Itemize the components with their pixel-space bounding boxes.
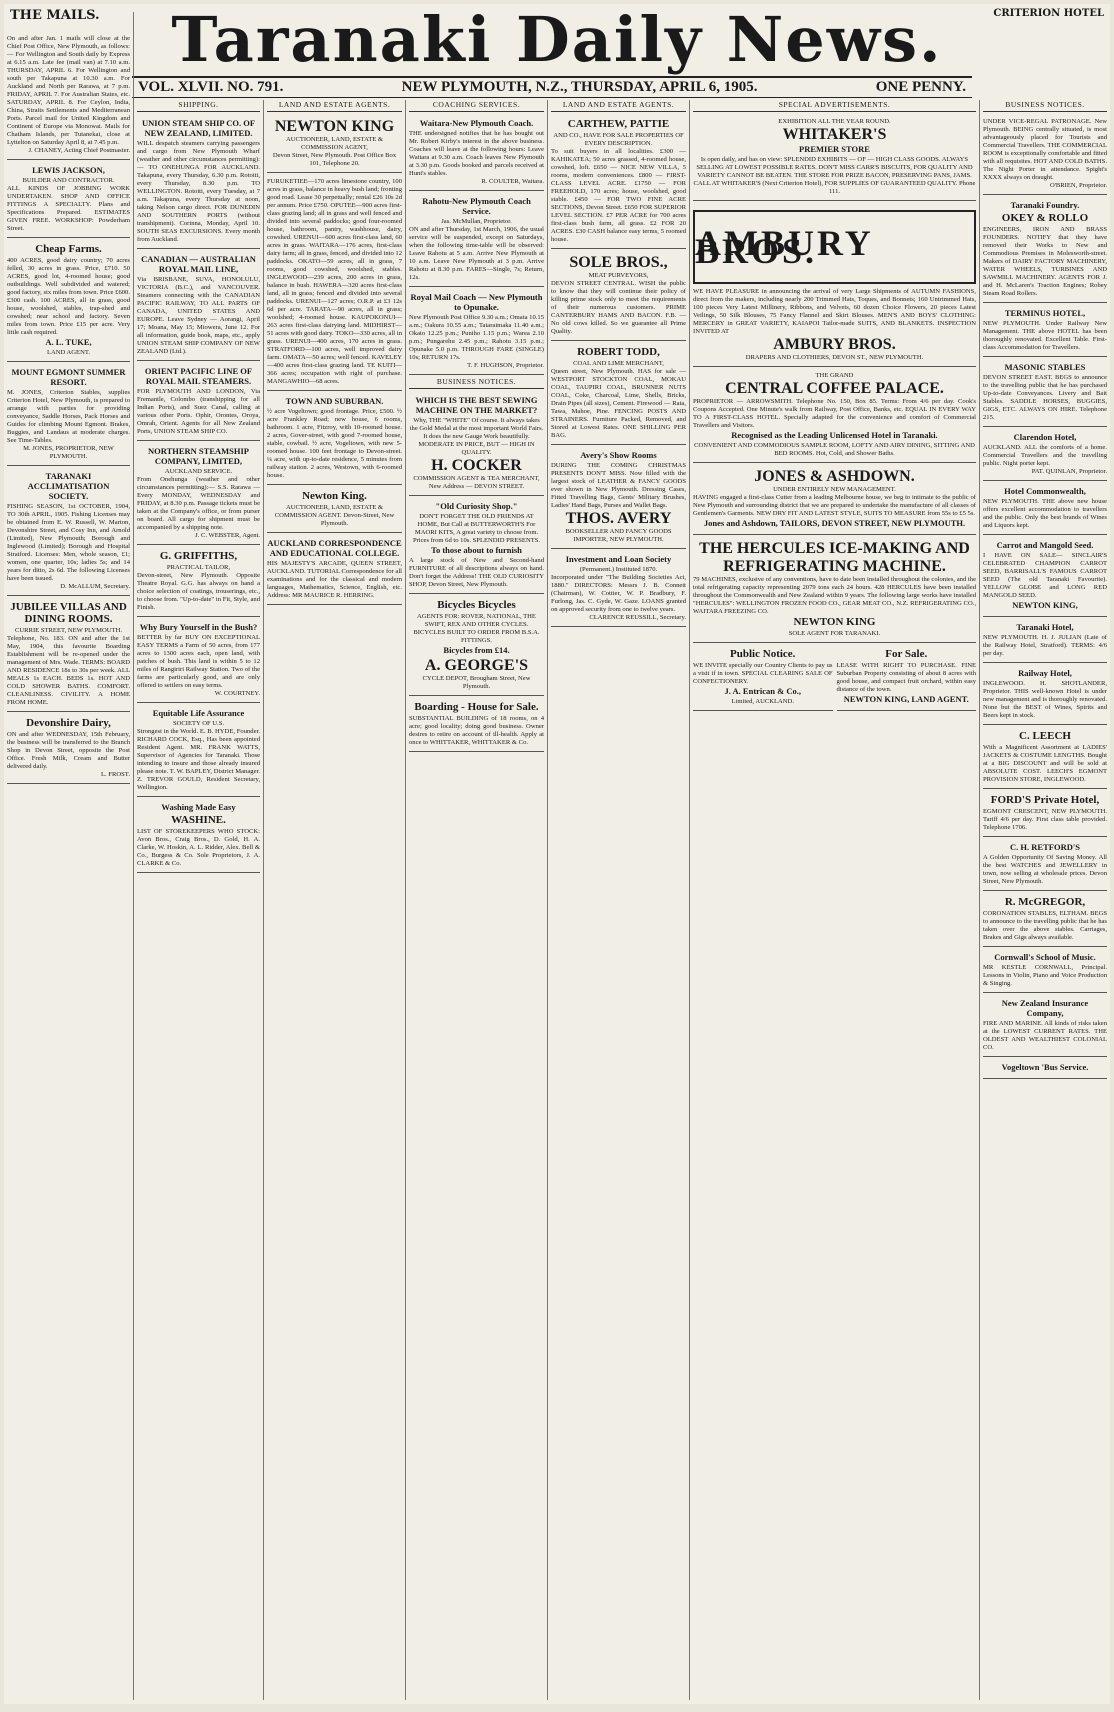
bury-body: BETTER by far BUY ON EXCEPTIONAL EASY TERMS a Farm of 50 acres, from 177 acres to 1300 acres each, open land, with patches of bush. This land is within 5 to 12 miles of Rangiriri Railway Station. Two of the farms are particularly good, and are only offered to settlers on easy terms. [137, 634, 260, 689]
clarendon-hotel-ad [983, 429, 1107, 481]
canadian-line-ad [137, 251, 260, 361]
robert-todd-sub: COAL AND LIME MERCHANT, [573, 360, 664, 367]
northern-steamship-ad [137, 443, 260, 545]
dairy-ad [7, 714, 130, 784]
bus-service-ad [983, 1059, 1107, 1079]
clarendon-hotel-body: AUCKLAND. ALL the comforts of a home. Commercial Travellers and the travelling public. Night porter kept. [983, 444, 1107, 467]
dairy-signature: L. FROST. [100, 771, 130, 778]
column-7-head: BUSINESS NOTICES. [983, 100, 1107, 112]
avery-showroom-body: DURING THE COMING CHRISTMAS PRESENTS DON'T MISS. Now filled with the largest stock of LEATHER & FANCY GOODS ever shown in New Plymouth. Dressing Cases, Fitted Travelling Bags, Gents' Military Brushes, Ladies' Hand Bags, Purses and Wallet Bags. [551, 462, 686, 509]
robert-todd-body: Queen street, New Plymouth. HAS for sale — WESTPORT STOCKTON COAL, MOKAU COAL, TAUPIRI COAL, BRUNNER NUTS COAL, Coke, Charcoal, Lime, Shells, Bricks, Drain Pipes (all sizes), Cement. Firewood — Rata, Tawa, Mahoe, Pine. FENCING POSTS AND STRAINERS. Furniture Packed, Removed, and Stored at Lowest Rates. ONE SHILLING PER BAG. [551, 368, 686, 439]
bury-signature: W. COURTNEY. [214, 690, 260, 697]
clarendon-hotel-title: Clarendon Hotel, [1013, 432, 1077, 442]
acclimatisation-ad [7, 468, 130, 596]
curiosity-shop-body: DON'T FORGET THE OLD FRIENDS AT HOME, But Call at BUTTERWORTH'S For MAORI KITS, A great variety to choose from. Prices from 6d to 10s. SPLENDID PRESENTS. [412, 513, 541, 544]
rahotu-coach-sub: Jas. McMullan, Proprietor. [441, 218, 512, 225]
union-steamship-body: WILL despatch steamers carrying passengers and cargo from New Plymouth Wharf (weather and other circumstances permitting):— TO ONEHUNGA FOR AUCKLAND. Takapuna, every Thursday, 6.30 p.m. Rotoiti, every Thursday, 8.30 p.m. TO WELLINGTON. Rotoiti, every Tuesday, at 7 a.m. Takapuna, every Thursday at noon, taking Nelson cargo direct. FOR DUNEDIN AND SOUTHERN PORTS (without transhipment). Corinna, Monday, April 10. SOUTH SEAS EXCURSIONS. Every month from Auckland. [137, 140, 260, 243]
hercules-ad [693, 537, 976, 643]
cocker-title: H. COCKER [431, 457, 522, 474]
jubilee-title: JUBILEE VILLAS AND DINING ROOMS. [10, 601, 127, 625]
northern-steamship-body: From Onehunga (weather and other circumstances permitting):— S.S. Rarawa — Every MONDAY, WEDNESDAY and FRIDAY, at 8.30 p.m. Passage tickets must be taken at the Company's office, or from purser on board. All cargo for shipment must be accompanied by a shipping note. [137, 476, 260, 531]
sole-bros-body: DEVON STREET CENTRAL. WISH the public to know that they will continue their policy of killing prime stock only to meet the requirements of their numerous customers. PRIME CANTERBURY HAMS AND BACON. F.B. — No old cows killed. So we guarantee all Prime Quality. [551, 280, 686, 335]
newspaper-title: Taranaki Daily News. [171, 4, 943, 76]
white-machine-ad [409, 392, 544, 496]
clarendon-hotel-signature: PAT. QUINLAN, Proprietor. [1031, 468, 1107, 475]
commonwealth-hotel-title: Hotel Commonwealth, [1004, 486, 1086, 496]
avery-showroom-title: Avery's Show Rooms [580, 450, 657, 460]
column-6 [690, 100, 980, 1700]
foundry-body: ENGINEERS, IRON AND BRASS FOUNDERS. NOTIFY that they have removed their Works to New and Commodious Premises in Molesworth-street. Makers of DAIRY FACTORY MACHINERY, WATER WHEELS, TURBINES AND SAWMILL MACHINERY. AGENTS FOR J. and H. McLaren's Traction Engines; Robey Steam Road Rollers. [983, 226, 1107, 297]
carthew-ad [551, 115, 686, 249]
fords-hotel-ad [983, 791, 1107, 837]
hercules-body: 79 MACHINES, exclusive of any conventions, have to date been installed throughout the colonies, and the total refrigerating capacity representing 2079 tons each 24 hours. 428 HERCULES have been installed throughout the Commonwealth and New Zealand within 9 years. The following large works have installed "HERCULES": WELLINGTON FROZEN FOOD CO., GEAR MEAT CO., N.Z. REFRIGERATING CO., WAITARA FREEZING CO. [693, 576, 976, 615]
ambury-2-sub: DRAPERS AND CLOTHIERS, DEVON ST., NEW PLYMOUTH. [745, 354, 924, 361]
egmont-signature: M. JONES, PROPRIETOR, NEW PLYMOUTH. [23, 445, 114, 460]
egmont-body: M. JONES, Criterion Stables, supplies Criterion Hotel, New Plymouth, is prepared to arrange with parties for providing conveyance, Saddle Horses, Pack Horses and Guides for climbing Mount Egmont. Brakes, Buggies, and Landaus at moderate charges. See Time-Tables. [7, 389, 130, 444]
washine-title: Washing Made Easy [161, 802, 236, 812]
column-7 [980, 100, 1110, 1700]
newton-king-sub: AUCTIONEER, LAND, ESTATE & COMMISSION AGENT, [285, 136, 384, 151]
dairy-title: Devonshire Dairy, [26, 717, 111, 729]
fords-hotel-title: FORD'S Private Hotel, [990, 794, 1100, 806]
jackson-body: ALL KINDS OF JOBBING WORK UNDERTAKEN. SHOP AND OFFICE FITTINGS A SPECIALTY. Plans and Specifications Prepared. ESTIMATES GIVEN FREE. WORKSHOP: Powderham Street. [7, 185, 130, 232]
assurance-sub: SOCIETY OF U.S. [172, 720, 225, 727]
loan-society-ad [551, 551, 686, 627]
canadian-line-title: CANADIAN — AUSTRALIAN ROYAL MAIL LINE, [141, 254, 256, 274]
newton-king-ad [267, 115, 402, 173]
college-ad [267, 535, 402, 605]
jackson-ad [7, 162, 130, 238]
retford-title: C. H. RETFORD'S [1010, 842, 1080, 852]
bus-service-title: Vogeltown 'Bus Service. [1001, 1062, 1089, 1072]
carthew-body: To suit buyers in all localities. £300 — KAHIKATEA; 50 acres grassed, 4-roomed house, cowshed, loft. £650 — NICE NEW VILLA, 5 rooms, modern conveniences. £800 — FIRST-CLASS LEVEL ACRE. £1750 — FOR FREEHOLD, 170 acres; house, woolshed, good stable. £450 — FOR TWO FINE ACRE SECTIONS, Devon Street. £650 FOR SUPERIOR LEVEL SECTION. £7 PER ACRE for 700 acres first-class bush farm, all grass. £2 FOR 20 ACRES. £30 CASH balance easy terms, 5 roomed house. [551, 148, 686, 243]
business-notices-head: BUSINESS NOTICES. [409, 377, 544, 389]
bury-ad [137, 619, 260, 703]
opunake-coach-body: New Plymouth Post Office 9.30 a.m.; Omata 10.15 a.m.; Oakura 10.55 a.m.; Tataraimaka 11.40 a.m.; Okato 12.25 p.m.; Puniho 1.15 p.m.; Warea 2.10 p.m.; Pungarehu 2.45 p.m.; Rahotu 3.15 p.m.; Opunake 5.0 p.m. THROUGH FARE (SINGLE) 10s; RETURN 17s. [409, 314, 544, 361]
college-title: AUCKLAND CORRESPONDENCE AND EDUCATIONAL COLLEGE. [267, 538, 402, 558]
acclimatisation-title: TARANAKI ACCLIMATISATION SOCIETY. [27, 471, 110, 501]
volume-number: VOL. XLVII. NO. 791. [138, 79, 284, 95]
masonic-stables-ad [983, 359, 1107, 427]
dairy-body: ON and after WEDNESDAY, 15th February, the business will be transferred to the Branch Shop in Devon Street, opposite the Post Office. Fresh Milk, Cream and Butter delivered daily. [7, 731, 130, 770]
assurance-body: Strongest in the World. E. B. HYDE, Founder. RICHARD COCK, Esq., Has been appointed Resident Agent. MR. FRANK WATTS, Supervisor of Agencies for Taranaki. Those intending to insure and those already insured please note. T. W. BAPLEY, District Manager. Z. TREVOR GOULD, Resident Secretary, Wellington. [137, 728, 260, 791]
carrot-seed-title: Carrot and Mangold Seed. [996, 540, 1094, 550]
george-body: CYCLE DEPOT, Brougham Street, New Plymouth. [422, 675, 531, 690]
mcgregor-ad [983, 893, 1107, 947]
ambury-2-title: AMBURY BROS. [773, 336, 896, 353]
hercules-signature-sub: SOLE AGENT FOR TARANAKI. [788, 630, 881, 637]
loan-society-title: Investment and Loan Society [565, 554, 672, 564]
coffee-palace-ad [693, 369, 976, 463]
rahotu-coach-body: ON and after Thursday, 1st March, 1906, the usual service will be suspended, except on Saturdays, when the following time-table will be observed: Leave Rahotu at 5 a.m. Arrive New Plymouth at 10 a.m. Leave New Plymouth at 3 p.m. Arrive Rahotu at 8.30 p.m. FARES—Single, 7s; Return, 12s. [409, 226, 544, 281]
acclimatisation-signature: D. McALLUM, Secretary. [60, 583, 130, 590]
farms-body: 400 ACRES, good dairy country; 70 acres felled, 30 acres in grass. Price, £710. 50 ACRES, good lot, 4-roomed house; good outbuildings. Well subdivided and watered; good factory, six miles from town. Price £600. £300 cash. 100 ACRES, all in grass, good house, woolshed, stables, trap-shed and cowshed; near school and factory. Seven miles from town. Price £15 per acre. Very little cash required. [7, 257, 130, 336]
farms-ad [7, 240, 130, 362]
jones-ashdown-sub: UNDER ENTIRELY NEW MANAGEMENT. [773, 486, 896, 493]
retford-body: A Golden Opportunity Of Saving Money. All the best WATCHES and JEWELLERY in town, now selling at wholesale prices. Devon Street, New Plymouth. [983, 854, 1107, 885]
place-and-date: NEW PLYMOUTH, N.Z., THURSDAY, APRIL 6, 1905. [401, 79, 758, 95]
masonic-stables-title: MASONIC STABLES [1004, 362, 1086, 372]
furnish-body: A large stock of New and Second-hand FURNITURE of all descriptions always on hand. Don't forget the Address! THE OLD CURIOSITY SHOP, Devon Street, New Plymouth. [409, 557, 544, 588]
college-body: HIS MAJESTY'S ARCADE, QUEEN STREET, AUCKLAND. TUTORIAL Correspondence for all examinations and for the classical and modern languages, Mathematics, Science, English, etc. Address: MR MAURICE R. HERRING. [267, 560, 402, 599]
boarding-house-ad [409, 698, 544, 752]
avery-showroom-ad [551, 447, 686, 549]
loan-society-body: Incorporated under "The Building Societies Act, 1880." DIRECTORS: Messrs J. B. Connett (Chairman), W. Cottier, W. P. Bradbury, F. Furlong, Jas. C. Gyde, W. Gaze. LOANS granted on approved security from one to twelve years. [551, 574, 686, 613]
ambury-body: WE HAVE PLEASURE in announcing the arrival of very Large Shipments of AUTUMN FASHIONS, direct from the makers, including nearly 200 Trimmed Hats, Toques, and Bonnets; 160 Untrimmed Hats, 100 pieces Very Latest Millinery, Ribbons, and Velvets, 60 dozen Choice Flowers, 20 pieces Latest Veilings, 50 Silk Blouses, 75 Fancy Flannel and Skirt Blouses. MEN'S AND BOYS' CLOTHING: MERCERY in GREAT VARIETY, KAIAPOI Tailor-made SUITS, AND BLANKETS. INSPECTION INVITED AT [693, 288, 976, 335]
column-2 [134, 100, 264, 1700]
mcgregor-title: R. McGREGOR, [1004, 896, 1086, 908]
foundry-title: Taranaki Foundry. [1010, 200, 1080, 210]
column-5 [548, 100, 690, 1700]
foundry-ad [983, 197, 1107, 303]
taranaki-hotel-ad [983, 619, 1107, 663]
masonic-stables-body: DEVON STREET EAST. BEGS to announce to the travelling public that he has purchased Up-to-date Conveyances. Livery and Bait Stables. SADDLE HORSES, BUGGIES, GIGS, ETC. ALWAYS ON HIRE. Telephone 215. [983, 374, 1107, 421]
commonwealth-hotel-body: NEW PLYMOUTH. THE above new house offers excellent accommodation to travellers and the public. Only the best brands of Wines and Liquors kept. [983, 498, 1107, 529]
newspaper-page [4, 4, 1110, 1704]
ambury-banner: AMBURY BROS. [693, 210, 976, 284]
rahotu-coach-ad [409, 193, 544, 287]
curiosity-shop-ad [409, 498, 544, 594]
bicycles-body: AGENTS FOR: ROVER, NATIONAL, THE SWIFT, REX AND OTHER CYCLES. BICYCLES BUILT TO ORDER FROM B.S.A. FITTINGS. [413, 613, 540, 644]
for-sale-ad [837, 645, 977, 711]
union-steamship-title: UNION STEAM SHIP CO. OF NEW ZEALAND, LIMITED. [141, 118, 256, 138]
property-listings [267, 175, 402, 391]
leech-ad [983, 727, 1107, 789]
insurance-ad [983, 995, 1107, 1057]
assurance-title: Equitable Life Assurance [152, 708, 245, 718]
railway-hotel-body: INGLEWOOD. H. SHOTLANDER, Proprietor. THIS well-known Hotel is under new management and is thoroughly renovated. None but the BEST of Wines, Spirits and Beers kept in stock. [983, 680, 1107, 719]
washine-body: LIST OF STOREKEEPERS WHO STOCK: Avon Bros., Craig Bros., D. Gold, H. A. Clarke, W. Hoskin, A. L. Ridder, Alex. Bell & Co., Burgess & Co. Sole Proprietors, J. A. CLARKE & Co. [137, 828, 260, 867]
carthew-title: CARTHEW, PATTIE [567, 118, 670, 130]
column-1 [4, 12, 134, 1700]
boarding-house-title: Boarding - House for Sale. [414, 701, 539, 713]
foundry-name: OKEY & ROLLO [1001, 212, 1089, 224]
mails-signature: J. CHANEY, Acting Chief Postmaster. [28, 147, 130, 154]
sole-bros-sub: MEAT PURVEYORS, [588, 272, 649, 279]
coffee-palace-title: CENTRAL COFFEE PALACE. [725, 380, 944, 397]
avery-body: BOOKSELLER AND FANCY GOODS IMPORTER, NEW PLYMOUTH. [565, 528, 672, 543]
northern-steamship-signature: J. C. WEBSTER, Agent. [195, 532, 260, 539]
newton-king-address: Devon Street, New Plymouth. Post Office Box 101, Telephone 20. [272, 152, 397, 167]
town-suburban-body: ½ acre Vogeltown; good frontage. Price, £500. ½ acre Frankley Road; new house, 6 rooms, bathroom. 1 acre, Fitzroy, with 10-roomed house. 2 acres, Gover-street, with good 7-roomed house, stable, cowbail. ½ acre, Vogeltown, with new 5-roomed house. 100 feet frontage to Devon-street. ¼ acre, with up-to-date residence, 5 minutes from railway station. 2 acres, Westown, with 6-roomed house. [267, 408, 402, 479]
jones-ashdown-body: HAVING engaged a first-class Cutter from a leading Melbourne house, we beg to intimate to the public of New Plymouth and surrounding district that we are prepared to undertake the manufacture of all classes of Gentlemen's Garments. NEW DRY FIT AND LATEST STYLE, SUITS TO MEASURE from 55s to £5 5s. [693, 494, 976, 517]
jubilee-ad [7, 598, 130, 712]
washine-ad [137, 799, 260, 873]
cornwall-music-title: Cornwall's School of Music. [994, 952, 1096, 962]
jubilee-sub: CURRIE STREET, NEW PLYMOUTH. [15, 627, 122, 634]
george-title: A. GEORGE'S [424, 657, 529, 674]
whittaker-title: WHITAKER'S [782, 126, 887, 143]
for-sale-body: LEASE WITH RIGHT TO PURCHASE. FINE Suburban Property consisting of about 8 acres with good house, and compact fruit orchard, within easy distance of the town. [836, 662, 976, 693]
robert-todd-title: ROBERT TODD, [577, 346, 660, 358]
entrican-sub: Limited, AUCKLAND. [731, 698, 794, 705]
newton-king-2-title: Newton King. [302, 490, 367, 502]
egmont-title: MOUNT EGMONT SUMMER RESORT. [11, 367, 126, 387]
terminus-hotel-body: NEW PLYMOUTH. Under Railway New Management. THE above HOTEL has been thoroughly renovated. Excellent Table. First-class Accommodation for Travellers. [983, 320, 1107, 351]
northern-steamship-sub: AUCKLAND SERVICE. [164, 468, 233, 475]
mails-heading: THE MAILS. [10, 8, 100, 23]
leech-title: C. LEECH [1019, 730, 1071, 742]
canadian-line-body: Via BRISBANE, SUVA, HONOLULU, VICTORIA (B.C.), and VANCOUVER. Steamers connecting with the CANADIAN PACIFIC RAILWAY, TO ALL PARTS OF CANADA, UNITED STATES AND EUROPE. Leave Sydney — Aorangi, April 17; Moana, May 15; Miowera, June 12. For all information, guide book, maps, etc., apply UNION STEAM SHIP COMPANY OF NEW ZEALAND (Ltd.). [137, 276, 260, 355]
cornwall-music-ad [983, 949, 1107, 993]
orient-line-body: FOR PLYMOUTH AND LONDON, Via Fremantle, Colombo (transhipping for all Indian Ports), and Suez Canal, calling at various other Ports. Ophir, Orontes, Oroya, Omrah, Orient. Agents for all New Zealand Ports, UNION STEAM SHIP CO. [137, 388, 260, 435]
taranaki-hotel-title: Taranaki Hotel, [1016, 622, 1074, 632]
opunake-coach-signature: T. F. HUGHSON, Proprietor. [467, 362, 544, 369]
avery-title: THOS. AVERY [565, 510, 672, 527]
waitara-coach-signature: R. COULTER, Waitara. [481, 178, 544, 185]
criterion-hotel-signature: O'BRIEN, Proprietor. [1049, 182, 1107, 189]
hercules-title: THE HERCULES ICE-MAKING AND REFRIGERATING MACHINE. [699, 540, 970, 575]
whittaker-body: Is open daily, and has on view: SPLENDID EXHIBITS — OF — HIGH CLASS GOODS. ALWAYS SELLING AT LOWEST POSSIBLE RATES. DON'T MISS CARR'S BISCUITS, FOR QUALITY AND VARIETY CANNOT BE BEATEN. THE STORE FOR PRIZE BACON, PRESERVING PANS, JAMS. CALL AT WHITAKER'S (Next Criterion Hotel), FOR SUPPLIES OF GUARANTEED QUALITY. Phone 111. [693, 156, 976, 195]
griffiths-title: G. GRIFFITHS, [159, 550, 238, 562]
jones-ashdown-title: JONES & ASHDOWN. [754, 468, 915, 485]
column-3 [264, 100, 406, 1700]
farms-title: Cheap Farms. [35, 243, 102, 255]
terminus-hotel-title: TERMINUS HOTEL, [1004, 308, 1086, 318]
waitara-coach-ad [409, 115, 544, 191]
newton-king-2-body: AUCTIONEER, LAND, ESTATE & COMMISSION AGENT. Devon-Street, New Plymouth. [274, 504, 395, 527]
jones-ashdown-ad [693, 465, 976, 535]
newton-king-2-ad [267, 487, 402, 533]
for-sale-title: For Sale. [885, 648, 928, 660]
public-notice-title: Public Notice. [730, 648, 796, 660]
robert-todd-ad [551, 343, 686, 445]
railway-hotel-ad [983, 665, 1107, 725]
coffee-palace-lead: THE GRAND [815, 372, 854, 379]
furnish-title: To those about to furnish [431, 545, 522, 555]
orient-line-ad [137, 363, 260, 441]
whittaker-lead: EXHIBITION ALL THE YEAR ROUND. [778, 118, 891, 125]
newton-king-title: NEWTON KING [274, 118, 395, 135]
town-suburban-ad [267, 393, 402, 485]
tuke-sub: LAND AGENT. [46, 349, 91, 356]
union-steamship-ad [137, 115, 260, 249]
loan-society-signature: CLARENCE REUSSILL, Secretary. [589, 614, 686, 621]
bicycles-title: Bicycles Bicycles [437, 599, 516, 611]
column-6-head: SPECIAL ADVERTISEMENTS. [693, 100, 976, 112]
carrot-seed-signature: NEWTON KING, [1012, 600, 1078, 610]
white-machine-title: WHICH IS THE BEST SEWING MACHINE ON THE MARKET? [415, 395, 538, 415]
column-2-head: SHIPPING. [137, 100, 260, 112]
jackson-sub: BUILDER AND CONTRACTOR. [22, 177, 115, 184]
boarding-house-body: SUBSTANTIAL BUILDING of 18 rooms, on 4 acre; good locality; doing good business. Owner desires to retire on account of ill-health. Apply at once to WHITTAKER, WHITTAKER & Co. [409, 715, 544, 746]
cocker-body: COMMISSION AGENT & TEA MERCHANT, New Address — DEVON STREET. [413, 475, 540, 490]
sole-bros-title: SOLE BROS., [569, 254, 668, 271]
for-sale-signature: NEWTON KING, LAND AGENT. [843, 694, 969, 704]
ambury-ad [693, 203, 976, 367]
insurance-title: New Zealand Insurance Company, [1001, 998, 1089, 1018]
loan-society-sub: (Permanent.) Instituted 1870. [579, 566, 658, 573]
white-machine-body: Why, THE "WHITE" Of course. It always takes the Gold Medal at the most important World Fairs. It does the new Gauge Work beautifully. MODERATE IN PRICE, BUT — HIGH IN QUALITY. [409, 417, 544, 456]
assurance-ad [137, 705, 260, 797]
criterion-heading: CRITERION HOTEL [993, 8, 1104, 19]
masthead [4, 4, 1110, 76]
cornwall-music-body: MR KESTLE CORNWALL, Principal. Lessons in Violin, Piano and Voice Production & Singing. [983, 964, 1107, 987]
coffee-palace-body: PROPRIETOR — ARROWSMITH. Telephone No. 150, Box 85. Terms: From 4/6 per day. Cook's Coupons Accepted. One Minute's walk from Railway, Post Office, Banks, etc. EQUAL IN EVERY WAY TO A FIRST-CLASS HOTEL. Specially adapted for the convenience and comfort of Commercial Travellers and Visitors. [693, 398, 976, 429]
rahotu-coach-title: Rahotu-New Plymouth Coach Service. [422, 196, 531, 216]
railway-hotel-title: Railway Hotel, [1018, 668, 1072, 678]
washine-name: WASHINE. [171, 814, 226, 826]
leech-body: With a Magnificent Assortment at LADIES' JACKETS & COSTUME LENGTHS. Bought at a BIG DISCOUNT and will be sold at ABSOLUTE COST. LEECH'S EGMONT PROVISION STORE, INGLEWOOD. [983, 744, 1107, 783]
price: ONE PENNY. [875, 79, 966, 95]
mcgregor-body: CORONATION STABLES, ELTHAM. BEGS to announce to the travelling public that he has taken over the above stables. Carriages, Brakes and Gigs always available. [983, 910, 1107, 941]
northern-steamship-title: NORTHERN STEAMSHIP COMPANY, LIMITED, [147, 446, 249, 466]
bicycles-price: Bicycles from £14. [443, 645, 510, 655]
bottom-notices [693, 645, 976, 713]
dateline [132, 76, 972, 98]
sole-bros-ad [551, 251, 686, 341]
egmont-ad [7, 364, 130, 466]
coffee-palace-body-2: CONVENIENT AND COMMODIOUS SAMPLE ROOM, LOFTY AND AIRY DINING, SITTING AND BED ROOMS. Hot, Cold, and Shower Baths. [694, 442, 975, 457]
insurance-body: FIRE AND MARINE. All kinds of risks taken at the LOWEST CURRENT RATES. THE OLDEST AND WEALTHIEST COLONIAL CO. [983, 1020, 1107, 1051]
curiosity-shop-title: "Old Curiosity Shop." [435, 501, 518, 511]
column-5-head: LAND AND ESTATE AGENTS. [551, 100, 686, 112]
tuke-title: A. L. TUKE, [45, 337, 92, 347]
bury-title: Why Bury Yourself in the Bush? [139, 622, 258, 632]
bicycles-ad [409, 596, 544, 696]
public-notice-body: WE INVITE specially our Country Clients to pay us a visit if in town. SPECIAL CLEARING SALE OF CONFECTIONERY. [693, 662, 833, 685]
criterion-hotel-ad [983, 115, 1107, 195]
public-notice-ad [693, 645, 833, 711]
waitara-coach-body: THE undersigned notifies that he has bought out Mr. Robert Kirby's interest in the above business. Coaches will leave at the following hours: Leave Waitara at 9.30 a.m. Coach leaves New Plymouth at 3.30 p.m. Goods booked and parcels received at Hunt's stables. [409, 130, 544, 177]
carrot-seed-ad [983, 537, 1107, 617]
griffiths-body: Devon-street, New Plymouth. Opposite Theatre Royal. G.G. has always on hand a choice selection of coatings, trouserings, etc., to choose from. "Up-to-date" in Fit, Style, and Finish. [137, 572, 260, 611]
griffiths-ad [137, 547, 260, 617]
jackson-title: LEWIS JACKSON, [32, 165, 105, 175]
column-3-head: LAND AND ESTATE AGENTS. [267, 100, 402, 112]
whittaker-ad [693, 115, 976, 201]
orient-line-title: ORIENT PACIFIC LINE OF ROYAL MAIL STEAMERS. [144, 366, 253, 386]
town-suburban-title: TOWN AND SUBURBAN. [285, 396, 384, 406]
criterion-hotel-body: UNDER VICE-REGAL PATRONAGE. New Plymouth. BEING centrally situated, is most advantageously placed for Tourists and Commercial Travellers. THE COMMERCIAL ROOM is exceptionally comfortable and fitted with all requisites. HOT AND COLD BATHS. The Night Porter in attendance. Spight's XXXX always on draught. [983, 118, 1107, 181]
entrican-title: J. A. Entrican & Co., [724, 686, 801, 696]
taranaki-hotel-body: NEW PLYMOUTH. H. J. JULIAN (Late of the Railway Hotel, Stratford). TERMS: 4/6 per day. [983, 634, 1107, 657]
property-listings-body: FURUKETIEE—170 acres limestone country, 100 acres in grass, balance in heavy bush land; fronting good road. Lease 30 perpetually; rental £26 10s 2d per annum. Price £750. OPUTEE—900 acres first-class grazing land; all in grass and well fenced and divided into several paddocks; good four-roomed house, bathroom, pantry, washhouse, dairy, cowshed. URENUI—600 acres first-class land, 60 acres in grass. WAITARA—176 acres, first-class dairy farm; all in grass, fenced, and divided into 12 paddocks. OKATO—59 acres, all in grass, 7 rooms, good cowshed, woolshed, stables. INGLEWOOD—239 acres, 200 acres in grass, balance in bush. HAWERA—320 acres first-class land, all in grass; fenced and divided into several paddocks. URENUI—127 acres; O.R.P. at £3 12s 6d per acre. TARATA—90 acres, all in grass; woolshed; 4-roomed house. KAUPOKONUI—263 acres first-class dairying land. MIDHIRST—51 acres with good dairy. TOKO—330 acres, all in grass. URENUI—400 acres, 170 acres in grass. STRATFORD—100 acres, well improved dairy farm. OMATA—50 acres; well fenced. KAVELEY—400 acres first-class grazing land. TE KUITI—366 acres; occupation with right of purchase. MANGAWHIO—68 acres. [267, 178, 402, 385]
retford-ad [983, 839, 1107, 891]
acclimatisation-body: FISHING SEASON, 1st OCTOBER, 1904, TO 30th APRIL, 1905. Fishing Licenses may be obtained from E. W. Russell, W. Marton, Devonshire Street, and Cosy Inn, and Arnold (Limited), New Plymouth; Borough and Inglewood (Limited); Borough and Hospital Stratford. Licenses: Men, whole season, £1; women, one quarter, 10s; ladies 5s; and 14 years for ditto, 2s 6d. The following Licenses have been issued. [7, 503, 130, 582]
carthew-sub: AND CO., HAVE FOR SALE PROPERTIES OF EVERY DESCRIPTION. [553, 132, 684, 147]
jones-ashdown-signature: Jones and Ashdown, TAILORS, DEVON STREET, NEW PLYMOUTH. [703, 518, 966, 528]
column-4 [406, 100, 548, 1700]
jubilee-body: Telephone, No. 183. ON and after the 1st May, 1904, this favourite Boarding Establishment will be re-opened under the management of Mrs. Wade. TERMS: BOARD AND RESIDENCE 18s to 30s per week. ALL MEALS 1s EACH. BEDS 1s. HOT AND COLD SHOWER BATHS. COMFORT. CLEANLINESS. CIVILITY. A HOME FROM HOME. [7, 635, 130, 706]
opunake-coach-title: Royal Mail Coach — New Plymouth to Opunake. [410, 292, 543, 312]
column-4-head: COACHING SERVICES. [409, 100, 544, 112]
waitara-coach-title: Waitara-New Plymouth Coach. [419, 118, 534, 128]
opunake-coach-ad [409, 289, 544, 375]
carrot-seed-body: I HAVE ON SALE— SINCLAIR'S CELEBRATED CHAMPION CARROT SEED, BARRISALL'S FAMOUS CARROT SEED (The old Taranaki Favourite). YELLOW GLOBE and LONG RED MANGOLD SEED. [983, 552, 1107, 599]
mails-notice [7, 32, 130, 160]
fords-hotel-body: EGMONT CRESCENT, NEW PLYMOUTH. Tariff 4/6 per day. First class table provided. Telephone 1706. [983, 808, 1107, 831]
terminus-hotel-ad [983, 305, 1107, 357]
mails-body: On and after Jan. 1 mails will close at the Chief Post Office, New Plymouth, as follows:— For Wellington and South daily by Express at 6.15 a.m. Late fee (mail van) at 7.10 a.m. THURSDAY, APRIL 6. For Wellington and south per Takapuna at 10.30 a.m. For Auckland and North per Rarawa, at 7 p.m. FRIDAY, APRIL 7. For Australian States, etc. SATURDAY, APRIL 8. For Ceylon, India, China, Straits Settlements and Mediterranean Ports. Parcel mail for United Kingdom and Continent of Europe via Monowai. Mails for Chatham Islands, per Tutanekai, close at Lyttelton on Saturday April 8, at 7.45 p.m. [7, 35, 130, 146]
griffiths-sub: PRACTICAL TAILOR, [166, 564, 231, 571]
hercules-signature: NEWTON KING [793, 616, 876, 628]
whittaker-sub: PREMIER STORE [799, 144, 870, 154]
commonwealth-hotel-ad [983, 483, 1107, 535]
coffee-palace-recognised: Recognised as the Leading Unlicensed Hotel in Taranaki. [731, 430, 938, 440]
